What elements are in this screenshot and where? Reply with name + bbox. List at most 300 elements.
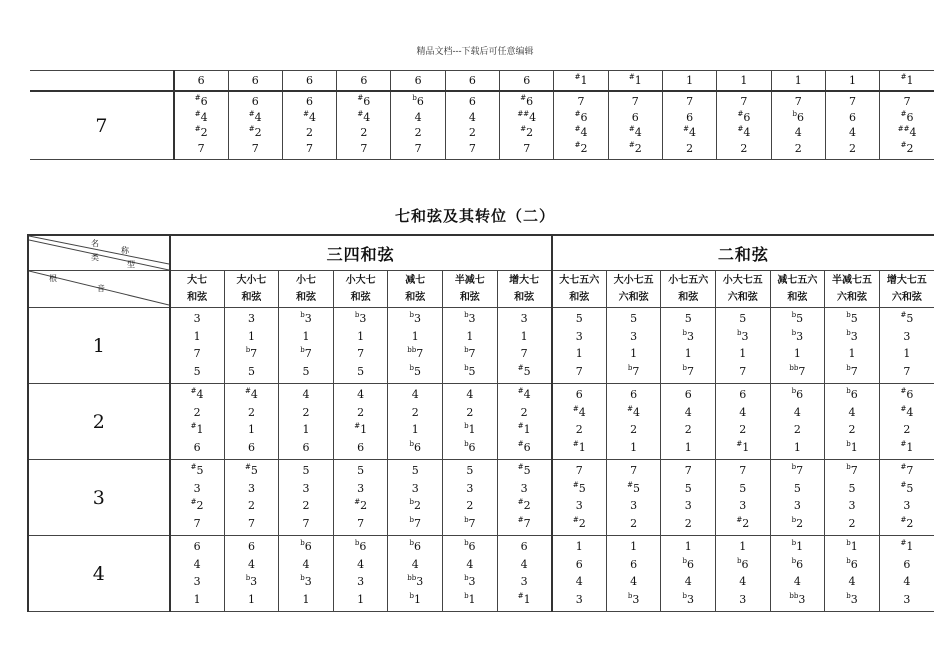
note: 3 [357, 575, 365, 588]
note: 7 [520, 347, 528, 360]
note: 7 [575, 364, 583, 378]
note-stack-cell [825, 91, 879, 160]
note-stack-cell [497, 460, 552, 536]
note: #1 [900, 439, 914, 454]
note: #2 [520, 125, 534, 140]
note-stack-cell [497, 536, 552, 612]
note: 7 [575, 464, 583, 477]
note: 3 [848, 499, 856, 512]
note-stack-cell [443, 384, 498, 460]
note: #6 [737, 109, 751, 124]
note: #2 [248, 125, 262, 140]
note: $^b$1 [464, 591, 476, 606]
corner-label: 称 [121, 246, 129, 255]
note: 6 [686, 110, 694, 124]
note: $^b$1 [409, 591, 421, 606]
note-stack-cell [443, 536, 498, 612]
note: #4 [303, 109, 316, 124]
note: 7 [686, 95, 694, 108]
chord-type-header-line: 和弦 [187, 292, 208, 303]
note: $^b$5 [791, 311, 804, 325]
table-row [28, 384, 934, 460]
note: 5 [193, 364, 201, 378]
note: #4 [683, 125, 697, 140]
note: $^b$3 [409, 311, 421, 325]
note-cell: 6 [445, 71, 499, 92]
note: 7 [306, 141, 314, 155]
note: #2 [194, 125, 208, 140]
chord-type-header [388, 271, 443, 308]
note: $^b$6 [846, 387, 858, 401]
note: #2 [574, 140, 588, 155]
note: $^b$3 [245, 574, 258, 588]
note: 2 [360, 126, 368, 140]
note: 2 [306, 126, 314, 140]
note-stack-cell [879, 384, 934, 460]
note: #1 [900, 539, 914, 553]
note: 1 [848, 347, 856, 360]
note: 2 [630, 516, 638, 530]
note: 6 [306, 95, 314, 108]
note-stack-cell [391, 91, 445, 160]
note-stack-cell [388, 460, 443, 536]
note: #1 [354, 422, 368, 436]
note: 2 [848, 423, 856, 436]
note-stack-cell [661, 460, 716, 536]
note: 5 [739, 481, 747, 495]
note: 4 [903, 575, 911, 588]
note: #6 [900, 387, 914, 401]
note: 3 [903, 592, 911, 606]
table-header-row [28, 235, 934, 271]
note-stack-cell [388, 536, 443, 612]
note: $^b$3 [682, 328, 694, 343]
chord-type-header-line: 半减七五 [831, 275, 872, 286]
note: 2 [193, 405, 201, 419]
note: #2 [517, 498, 531, 512]
note: 7 [630, 464, 638, 477]
note: #1 [572, 439, 586, 454]
note: $^b$7 [846, 463, 858, 477]
chord-type-header-line: 六和弦 [618, 292, 649, 303]
note-stack-cell [770, 460, 825, 536]
note: $^b$6 [354, 539, 367, 553]
note-stack-cell [337, 91, 391, 160]
chord-type-header-line: 和弦 [514, 292, 535, 303]
note: 4 [848, 126, 856, 140]
note: $^b$3 [682, 591, 694, 606]
note: 2 [302, 405, 310, 419]
note: $^{bb}$3 [789, 591, 806, 606]
note: 5 [684, 312, 692, 325]
chord-type-header-line: 大小七 [236, 275, 267, 286]
note-stack-cell [770, 384, 825, 460]
note: $^b$6 [792, 109, 804, 124]
note: 7 [523, 141, 531, 155]
note: $^b$7 [464, 346, 476, 360]
note: #2 [628, 140, 642, 155]
note: #7 [517, 515, 531, 530]
corner-label: 型 [127, 260, 135, 269]
note-stack-cell [170, 536, 225, 612]
note-cell: 6 [391, 71, 445, 92]
note: $^b$3 [627, 591, 640, 606]
chord-type-header-line: 六和弦 [727, 292, 758, 303]
note: 3 [575, 329, 583, 343]
note: 3 [520, 575, 528, 588]
note-cell: #1 [554, 71, 608, 92]
note-stack-cell [880, 91, 934, 160]
chord-type-header-line: 大七 [187, 275, 208, 286]
note: #2 [190, 498, 204, 512]
note: 6 [630, 557, 638, 571]
note: $^b$6 [464, 439, 476, 454]
note-stack-cell [552, 536, 607, 612]
note: $^{bb}$3 [407, 574, 424, 588]
note-stack-cell [228, 91, 282, 160]
chord-type-header-line: 和弦 [296, 292, 317, 303]
chord-type-header-line: 六和弦 [891, 292, 922, 303]
note: 4 [357, 388, 365, 401]
note: $^b$3 [737, 328, 749, 343]
note: 2 [520, 405, 528, 419]
chord-type-header-line: 小七五六 [668, 275, 709, 286]
corner-label: 名 [91, 239, 99, 248]
chord-type-header [716, 271, 771, 308]
note: 5 [630, 312, 638, 325]
note: 2 [411, 405, 419, 419]
note: #2 [354, 498, 368, 512]
note: 1 [357, 329, 365, 343]
chord-type-header-line: 小大七五 [722, 275, 763, 286]
note: 4 [684, 405, 692, 419]
note: 5 [575, 312, 583, 325]
table-row [28, 460, 934, 536]
chord-type-header-line: 增大七 [509, 275, 540, 286]
note: $^b$3 [300, 311, 312, 325]
note: #1 [736, 439, 750, 454]
table-part-one [30, 70, 934, 160]
chord-type-header [552, 271, 607, 308]
note: $^b$3 [846, 328, 858, 343]
note: 6 [193, 440, 201, 454]
note: 7 [739, 364, 747, 378]
note: $^b$1 [464, 422, 476, 436]
note: $^b$2 [409, 498, 421, 512]
chord-type-header-line: 增大七五 [886, 275, 927, 286]
note-stack-cell [825, 308, 880, 384]
note: #4 [194, 109, 208, 124]
note: 4 [739, 575, 747, 588]
note: $^b$6 [409, 439, 421, 454]
note: #2 [736, 515, 750, 530]
note: 7 [631, 95, 639, 108]
note-stack-cell [716, 536, 771, 612]
note: 1 [684, 347, 692, 360]
table-part-two [27, 234, 934, 612]
note: 7 [414, 141, 422, 155]
note: $^b$6 [464, 539, 476, 553]
note: $^b$6 [737, 556, 749, 571]
chord-type-header-line: 减七五六 [777, 275, 818, 286]
chord-type-header [333, 271, 388, 308]
note: 4 [247, 557, 255, 571]
note-stack-cell [661, 384, 716, 460]
chord-type-header [224, 271, 279, 308]
note-stack-cell [554, 91, 608, 160]
note: 1 [247, 423, 255, 436]
note: 3 [411, 481, 419, 495]
note-stack-cell [279, 460, 334, 536]
note: ##4 [897, 125, 917, 140]
note: 3 [903, 499, 911, 512]
note: #7 [900, 463, 914, 477]
note: 7 [684, 464, 692, 477]
note: 4 [575, 575, 583, 588]
note: 6 [575, 557, 583, 571]
note: $^b$6 [791, 556, 804, 571]
note-stack-cell [606, 384, 661, 460]
note: #6 [194, 94, 208, 108]
note: 4 [684, 575, 692, 588]
note: $^b$7 [846, 363, 858, 378]
note-stack-cell [879, 308, 934, 384]
note-stack-cell [770, 308, 825, 384]
note-stack-cell [279, 536, 334, 612]
chord-type-header-line: 和弦 [459, 292, 480, 303]
note: $^b$6 [409, 539, 421, 553]
note: $^b$7 [464, 515, 476, 530]
note-stack-cell [282, 91, 336, 160]
note-stack-cell [825, 384, 880, 460]
note: 4 [793, 405, 801, 419]
note: $^b$5 [846, 311, 858, 325]
note: 4 [357, 557, 365, 571]
note: 4 [411, 388, 419, 401]
note: #4 [737, 125, 751, 140]
note: #5 [627, 480, 641, 495]
note: 1 [630, 347, 638, 360]
note: #6 [574, 109, 588, 124]
note: 2 [686, 141, 694, 155]
note: 1 [793, 440, 801, 454]
note: $^b$7 [682, 363, 694, 378]
root-note: 7 [30, 91, 174, 160]
note: 6 [630, 388, 638, 401]
note-stack-cell [445, 91, 499, 160]
note: $^b$6 [300, 539, 312, 553]
note: #1 [190, 422, 204, 436]
note: $^b$3 [464, 311, 476, 325]
note-stack-cell [879, 460, 934, 536]
note: 5 [247, 364, 255, 378]
note: 7 [794, 95, 802, 108]
note: 6 [193, 540, 201, 553]
note: 7 [848, 95, 856, 108]
note: 1 [247, 592, 255, 606]
note: 5 [466, 464, 474, 477]
note: 2 [794, 141, 802, 155]
note-cell: 6 [282, 71, 336, 92]
note: 4 [739, 405, 747, 419]
note-stack-cell [661, 308, 716, 384]
note: 4 [411, 557, 419, 571]
note-stack-cell [825, 460, 880, 536]
note-cell: #1 [608, 71, 662, 92]
note-stack-cell [333, 384, 388, 460]
note: 5 [848, 481, 856, 495]
note: 6 [247, 540, 255, 553]
note: 2 [466, 499, 474, 512]
note: $^b$7 [300, 346, 312, 360]
note: $^b$7 [791, 463, 804, 477]
note: #6 [357, 94, 371, 108]
chord-type-header-line: 半减七 [454, 275, 485, 286]
note: #5 [572, 480, 586, 495]
note: 3 [357, 481, 365, 495]
note: 2 [684, 423, 692, 436]
note: $^b$6 [791, 387, 804, 401]
note: 1 [247, 329, 255, 343]
note: 7 [739, 464, 747, 477]
note: 6 [251, 95, 259, 108]
corner-top-cell [28, 235, 170, 271]
chord-type-header-line: 和弦 [405, 292, 426, 303]
page-title: 七和弦及其转位（二） [394, 207, 555, 225]
note-cell: 6 [174, 71, 228, 92]
page-header-note: 精品文档---下载后可任意编辑 [416, 47, 534, 57]
note: 1 [575, 540, 583, 553]
note: 4 [414, 110, 422, 124]
note-stack-cell [224, 460, 279, 536]
note: $^b$5 [409, 363, 421, 378]
chord-type-header-line: 大七五六 [559, 275, 600, 286]
chord-type-header [443, 271, 498, 308]
note: #4 [357, 109, 371, 124]
note-stack-cell [608, 91, 662, 160]
note: 4 [193, 557, 201, 571]
note: #1 [517, 591, 531, 606]
table-row [28, 536, 934, 612]
note: #4 [627, 404, 641, 419]
note: $^b$3 [354, 311, 367, 325]
note: 2 [357, 405, 365, 419]
note: 5 [357, 364, 365, 378]
note: 2 [903, 423, 911, 436]
note: $^{bb}$7 [789, 363, 806, 378]
group-header-triad-four: 三四和弦 [170, 235, 552, 271]
note-stack-cell [606, 308, 661, 384]
note: #6 [900, 109, 914, 124]
note: 4 [468, 110, 476, 124]
note-stack-cell [500, 91, 554, 160]
note: $^b$5 [464, 363, 476, 378]
note: 3 [575, 592, 583, 606]
note: 1 [302, 423, 310, 436]
note: 1 [630, 440, 638, 454]
note: 3 [193, 312, 201, 325]
note-cell: 1 [771, 71, 825, 92]
note: #5 [190, 463, 204, 477]
chord-type-header [497, 271, 552, 308]
note: 3 [793, 499, 801, 512]
note: 7 [360, 141, 368, 155]
note: 3 [903, 329, 911, 343]
note: 7 [247, 516, 255, 530]
note: 5 [739, 312, 747, 325]
note: #4 [574, 125, 588, 140]
note: 6 [357, 440, 365, 454]
note: #2 [900, 140, 914, 155]
note-stack-cell [606, 460, 661, 536]
note: 4 [520, 557, 528, 571]
note: 7 [903, 364, 911, 378]
note-stack-cell [606, 536, 661, 612]
note: #2 [572, 515, 586, 530]
note: 3 [630, 329, 638, 343]
note: 6 [631, 110, 639, 124]
note: 4 [302, 557, 310, 571]
note: #2 [900, 515, 914, 530]
note: 6 [468, 95, 476, 108]
note-cell: 6 [228, 71, 282, 92]
note-stack-cell [716, 460, 771, 536]
note: $^b$6 [412, 94, 424, 108]
note: #1 [517, 422, 531, 436]
note-stack-cell [661, 536, 716, 612]
chord-type-header-line: 和弦 [569, 292, 590, 303]
note: #4 [190, 387, 204, 401]
note: 3 [193, 575, 201, 588]
note: 7 [903, 95, 911, 108]
corner-label: 根 [49, 274, 57, 283]
note: 1 [302, 592, 310, 606]
chord-type-header-line: 六和弦 [836, 292, 867, 303]
note-stack-cell [170, 384, 225, 460]
note: #4 [248, 109, 262, 124]
chord-type-header-line: 和弦 [241, 292, 262, 303]
note: 3 [193, 481, 201, 495]
note: 7 [357, 516, 365, 530]
note: $^b$2 [791, 515, 804, 530]
note: 5 [302, 464, 310, 477]
note: 1 [684, 440, 692, 454]
table-row [28, 308, 934, 384]
note: #5 [900, 311, 914, 325]
root-cell-empty [30, 71, 174, 92]
note: 2 [630, 423, 638, 436]
group-header-second: 二和弦 [552, 235, 934, 271]
note: 4 [302, 388, 310, 401]
note-stack-cell [279, 308, 334, 384]
note: 2 [848, 516, 856, 530]
root-note: 1 [28, 308, 170, 384]
note: 4 [466, 557, 474, 571]
root-note: 2 [28, 384, 170, 460]
note: 1 [630, 540, 638, 553]
note: 3 [302, 481, 310, 495]
note: 3 [247, 481, 255, 495]
note: 3 [739, 592, 747, 606]
note: 4 [466, 388, 474, 401]
note: $^b$7 [627, 363, 640, 378]
note-stack-cell [497, 384, 552, 460]
note-cell: 1 [717, 71, 771, 92]
note: $^b$7 [409, 515, 421, 530]
note-stack-cell [552, 384, 607, 460]
note-stack-cell [443, 460, 498, 536]
note: 4 [848, 405, 856, 419]
